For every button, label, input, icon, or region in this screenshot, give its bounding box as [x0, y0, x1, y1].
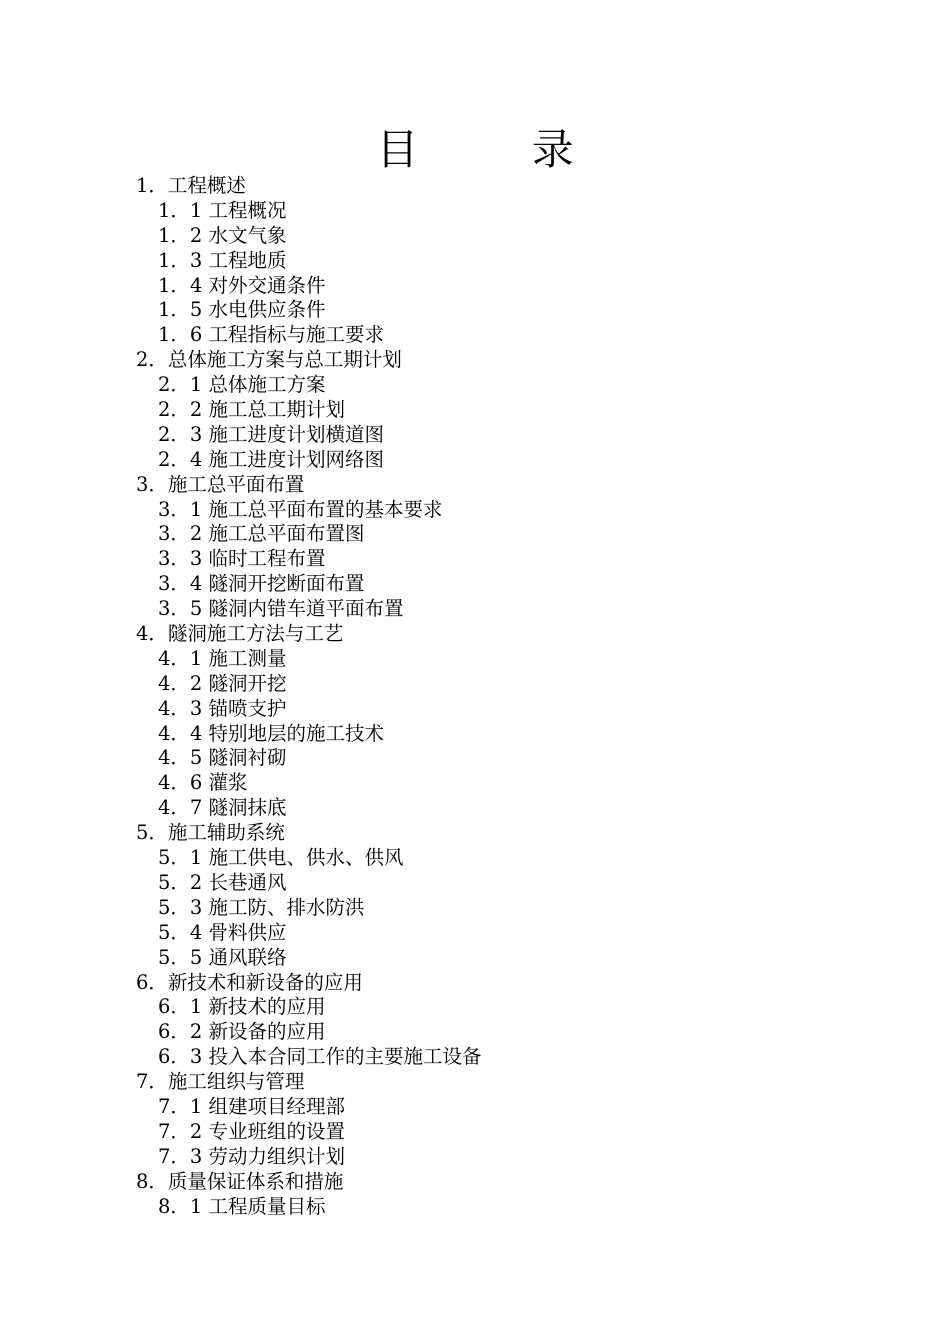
toc-subsection-entry: 7．3 劳动力组织计划 — [158, 1144, 346, 1168]
toc-subsection-entry: 7．2 专业班组的设置 — [158, 1119, 346, 1143]
toc-subsection-entry: 1．3 工程地质 — [158, 248, 287, 272]
toc-subsection-entry: 1．4 对外交通条件 — [158, 273, 326, 297]
toc-section-entry: 4．隧洞施工方法与工艺 — [136, 622, 344, 646]
toc-subsection-entry: 3．2 施工总平面布置图 — [158, 522, 365, 546]
toc-subsection-entry: 3．5 隧洞内错车道平面布置 — [158, 597, 404, 621]
toc-subsection-entry: 4．3 锚喷支护 — [158, 696, 287, 720]
toc-subsection-entry: 2．1 总体施工方案 — [158, 373, 326, 397]
toc-subsection-entry: 1．2 水文气象 — [158, 223, 287, 247]
toc-subsection-entry: 6．1 新技术的应用 — [158, 995, 326, 1019]
toc-subsection-entry: 4．4 特别地层的施工技术 — [158, 721, 385, 745]
toc-subsection-entry: 6．2 新设备的应用 — [158, 1020, 326, 1044]
toc-section-entry: 1．工程概述 — [136, 174, 246, 197]
toc-subsection-entry: 3．4 隧洞开挖断面布置 — [158, 572, 365, 596]
toc-subsection-entry: 4．6 灌浆 — [158, 771, 248, 795]
toc-section-entry: 8．质量保证体系和措施 — [136, 1169, 344, 1193]
toc-subsection-entry: 2．4 施工进度计划网络图 — [158, 447, 385, 471]
toc-subsection-entry: 6．3 投入本合同工作的主要施工设备 — [158, 1045, 482, 1069]
toc-subsection-entry: 2．2 施工总工期计划 — [158, 398, 346, 422]
toc-section-entry: 6．新技术和新设备的应用 — [136, 970, 363, 994]
toc-section-entry: 7．施工组织与管理 — [136, 1070, 305, 1094]
page-title: 目 录 — [376, 125, 624, 174]
toc-subsection-entry: 4．1 施工测量 — [158, 646, 287, 670]
toc-subsection-entry: 8．1 工程质量目标 — [158, 1194, 326, 1218]
toc-section-entry: 3．施工总平面布置 — [136, 472, 305, 496]
toc-section-entry: 2．总体施工方案与总工期计划 — [136, 348, 402, 372]
toc-subsection-entry: 1．5 水电供应条件 — [158, 298, 326, 322]
toc-subsection-entry: 3．1 施工总平面布置的基本要求 — [158, 497, 443, 521]
toc-subsection-entry: 5．3 施工防、排水防洪 — [158, 895, 365, 919]
toc-subsection-entry: 7．1 组建项目经理部 — [158, 1094, 346, 1118]
toc-subsection-entry: 4．2 隧洞开挖 — [158, 671, 287, 695]
toc-subsection-entry: 3．3 临时工程布置 — [158, 547, 326, 571]
toc-subsection-entry: 2．3 施工进度计划横道图 — [158, 422, 385, 446]
toc-section-entry: 5．施工辅助系统 — [136, 821, 285, 845]
toc-subsection-entry: 5．5 通风联络 — [158, 945, 287, 969]
toc-subsection-entry: 5．4 骨料供应 — [158, 920, 287, 944]
toc-subsection-entry: 1．1 工程概况 — [158, 198, 287, 222]
toc-subsection-entry: 5．1 施工供电、供水、供风 — [158, 846, 404, 870]
toc-subsection-entry: 5．2 长巷通风 — [158, 870, 287, 894]
toc-subsection-entry: 4．5 隧洞衬砌 — [158, 746, 287, 770]
table-of-contents — [136, 174, 836, 1219]
toc-subsection-entry: 4．7 隧洞抹底 — [158, 796, 287, 820]
toc-subsection-entry: 1．6 工程指标与施工要求 — [158, 323, 385, 347]
